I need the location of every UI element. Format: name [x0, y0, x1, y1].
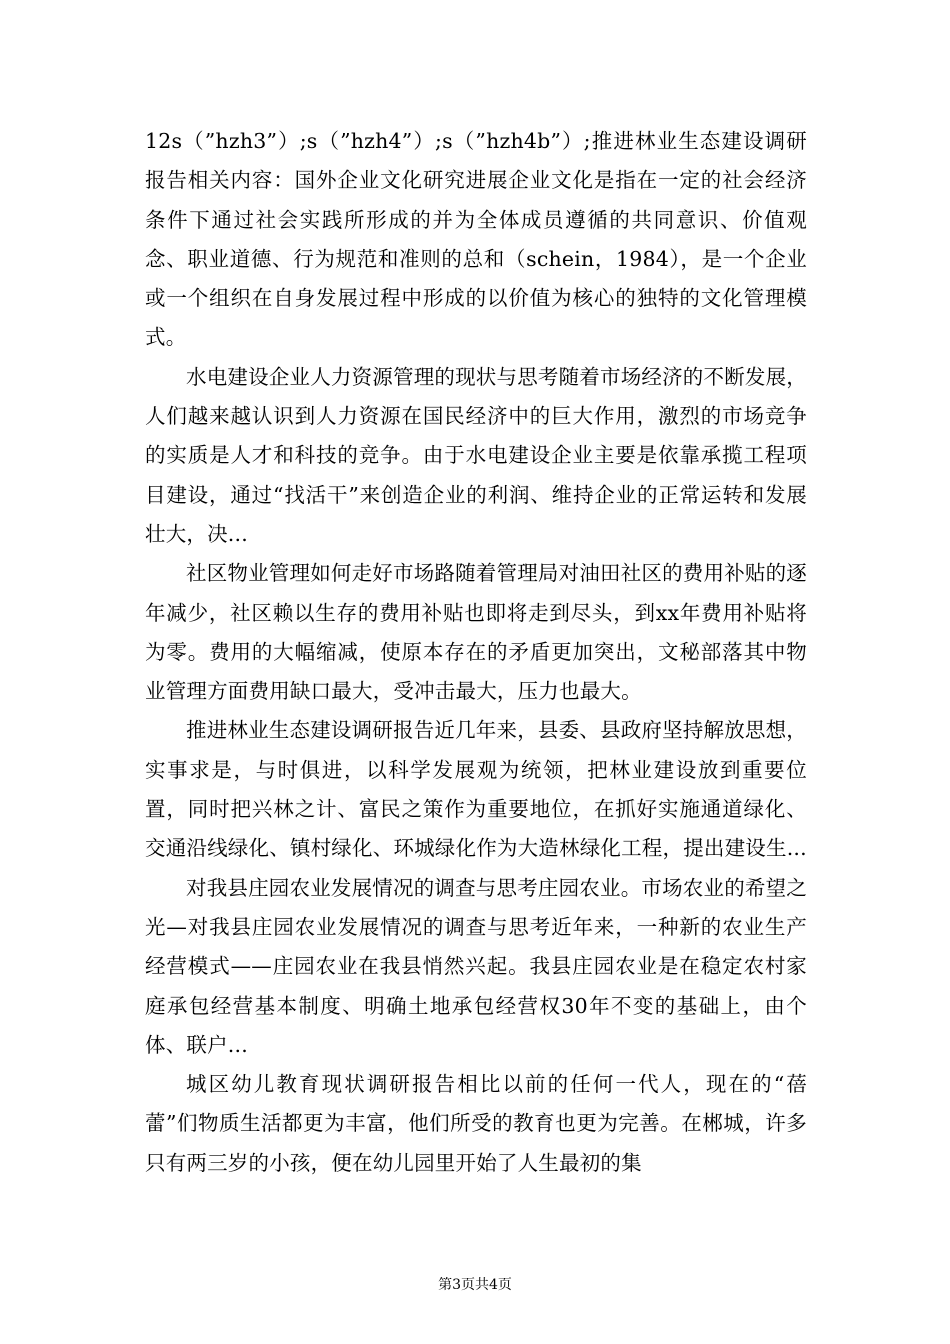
page-number-footer: 第3页共4页	[438, 1277, 512, 1293]
paragraph-1: 12s（”hzh3”）;s（”hzh4”）;s（”hzh4b”）;推进林业生态建设调研报告相关内容：国外企业文化研究进展企业文化是指在一定的社会经济条件下通过社会实践所形成的并为全体成员遵循的共同意识、价值观念、职业道德、行为规范和准则的总和（schein，1984），是一个企业或一个组织在自身发展过程中形成的以价值为核心的独特的文化管理模式。	[145, 129, 807, 350]
document-body	[145, 122, 807, 1183]
paragraph-2: 水电建设企业人力资源管理的现状与思考随着市场经济的不断发展，人们越来越认识到人力资源在国民经济中的巨大作用，激烈的市场竞争的实质是人才和科技的竞争。由于水电建设企业主要是依靠承揽工程项目建设，通过“找活干”来创造企业的利润、维持企业的正常运转和发展壮大，决...	[145, 364, 807, 546]
paragraph-3: 社区物业管理如何走好市场路随着管理局对油田社区的费用补贴的逐年减少，社区赖以生存的费用补贴也即将走到尽头，到xx年费用补贴将为零。费用的大幅缩减，使原本存在的矛盾更加突出，文秘部落其中物业管理方面费用缺口最大，受冲击最大，压力也最大。	[145, 561, 807, 704]
paragraph-6: 城区幼儿教育现状调研报告相比以前的任何一代人，现在的“蓓蕾”们物质生活都更为丰富，他们所受的教育也更为完善。在郴城，许多只有两三岁的小孩，便在幼儿园里开始了人生最初的集	[145, 1072, 807, 1175]
paragraph-4: 推进林业生态建设调研报告近几年来，县委、县政府坚持解放思想，实事求是，与时俱进，以科学发展观为统领，把林业建设放到重要位置，同时把兴林之计、富民之策作为重要地位，在抓好实施通道绿化、交通沿线绿化、镇村绿化、环城绿化作为大造林绿化工程，提出建设生...	[145, 718, 807, 861]
paragraph-5: 对我县庄园农业发展情况的调查与思考庄园农业。市场农业的希望之光—对我县庄园农业发展情况的调查与思考近年来，一种新的农业生产经营模式——庄园农业在我县悄然兴起。我县庄园农业是在稳定农村家庭承包经营基本制度、明确土地承包经营权30年不变的基础上，由个体、联户...	[145, 875, 807, 1057]
